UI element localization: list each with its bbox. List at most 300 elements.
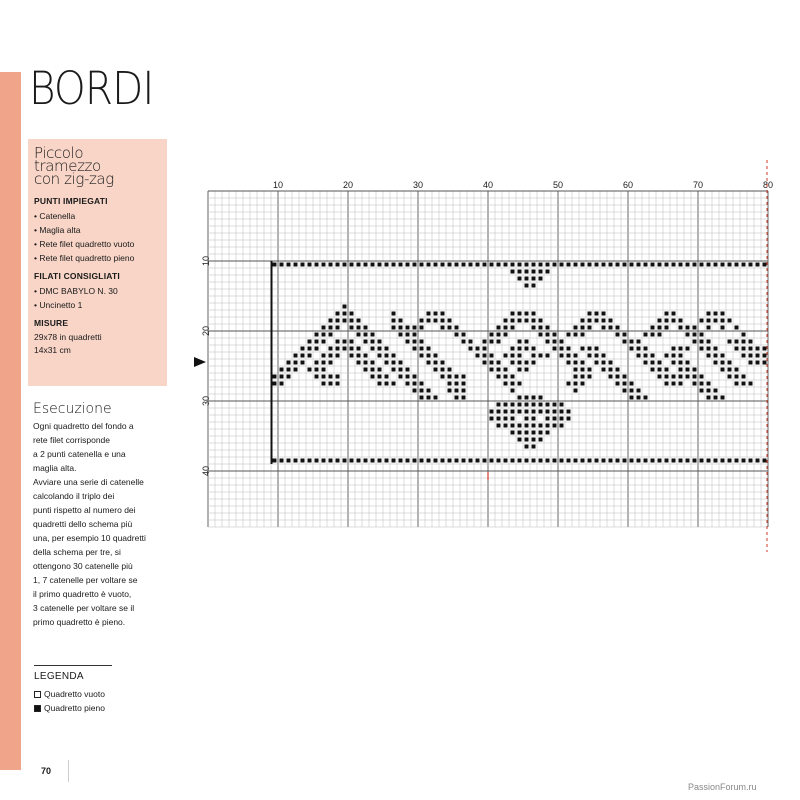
filled-square — [546, 424, 550, 428]
filled-square — [588, 459, 592, 463]
filled-square — [504, 459, 508, 463]
filled-square — [567, 333, 571, 337]
filled-square — [518, 277, 522, 281]
filled-square — [427, 319, 431, 323]
filled-square — [595, 263, 599, 267]
filled-square — [392, 368, 396, 372]
filled-square — [406, 263, 410, 267]
filled-square — [658, 361, 662, 365]
filled-square — [280, 382, 284, 386]
filled-square — [364, 333, 368, 337]
filled-square — [385, 382, 389, 386]
filled-square — [532, 424, 536, 428]
filled-square — [434, 459, 438, 463]
filled-square — [490, 333, 494, 337]
filled-square — [511, 263, 515, 267]
filled-square — [581, 368, 585, 372]
filled-square — [581, 333, 585, 337]
filled-square — [728, 361, 732, 365]
execution-line: primo quadretto è pieno. — [33, 617, 126, 627]
filled-square — [497, 375, 501, 379]
filled-square — [371, 375, 375, 379]
punti-item: • Maglia alta — [34, 225, 81, 235]
column-label: 40 — [482, 180, 494, 190]
filled-square — [511, 459, 515, 463]
filled-square — [539, 410, 543, 414]
filled-square — [518, 459, 522, 463]
filled-square — [686, 361, 690, 365]
filled-square — [448, 382, 452, 386]
filled-square — [742, 333, 746, 337]
filled-square — [742, 340, 746, 344]
filled-square — [525, 445, 529, 449]
filled-square — [728, 459, 732, 463]
filled-square — [686, 326, 690, 330]
filled-square — [707, 347, 711, 351]
filled-square — [735, 375, 739, 379]
filled-square — [728, 368, 732, 372]
filled-square — [357, 319, 361, 323]
filled-square — [399, 361, 403, 365]
filled-square — [630, 389, 634, 393]
filled-square — [378, 368, 382, 372]
filled-square — [637, 263, 641, 267]
filled-square — [378, 459, 382, 463]
filled-square — [560, 340, 564, 344]
filled-square — [539, 319, 543, 323]
filled-square — [294, 354, 298, 358]
filled-square — [532, 277, 536, 281]
filled-square — [658, 263, 662, 267]
filled-square — [490, 417, 494, 421]
filled-square — [511, 417, 515, 421]
filled-square — [665, 382, 669, 386]
row-label: 40 — [201, 466, 211, 477]
filled-square — [441, 326, 445, 330]
filled-square — [532, 270, 536, 274]
filled-square — [672, 375, 676, 379]
execution-line: 3 catenelle per voltare se il — [33, 603, 135, 613]
filled-square — [504, 368, 508, 372]
filled-square — [658, 319, 662, 323]
filled-square — [413, 375, 417, 379]
filled-square — [588, 263, 592, 267]
filled-square — [357, 354, 361, 358]
filled-square — [329, 375, 333, 379]
execution-line: Ogni quadretto del fondo a — [33, 421, 134, 431]
filled-square — [532, 403, 536, 407]
misure-value: 14x31 cm — [34, 345, 71, 355]
filled-square — [301, 354, 305, 358]
filled-square — [574, 354, 578, 358]
filled-square — [476, 263, 480, 267]
filled-square — [609, 319, 613, 323]
filled-square — [427, 354, 431, 358]
filled-square — [504, 382, 508, 386]
filled-square — [735, 459, 739, 463]
filled-square — [525, 417, 529, 421]
filled-square — [371, 361, 375, 365]
column-label: 60 — [622, 180, 634, 190]
filled-square — [518, 354, 522, 358]
filled-square — [679, 326, 683, 330]
filled-square — [539, 403, 543, 407]
filled-square — [553, 333, 557, 337]
column-label: 30 — [412, 180, 424, 190]
filled-square — [644, 396, 648, 400]
filled-square — [693, 326, 697, 330]
filati-item: • Uncinetto 1 — [34, 300, 83, 310]
filled-square — [756, 361, 760, 365]
filled-square — [623, 263, 627, 267]
filled-square — [476, 347, 480, 351]
column-label: 80 — [762, 180, 774, 190]
filled-square — [651, 263, 655, 267]
filled-square — [644, 459, 648, 463]
execution-line: il primo quadretto è vuoto, — [33, 589, 132, 599]
filled-square — [665, 263, 669, 267]
filled-square — [532, 396, 536, 400]
filled-square — [644, 347, 648, 351]
filled-square — [497, 361, 501, 365]
filled-square — [427, 389, 431, 393]
filled-square — [728, 319, 732, 323]
filled-square — [322, 326, 326, 330]
filled-square — [546, 417, 550, 421]
filled-square — [427, 347, 431, 351]
filled-square — [462, 375, 466, 379]
filled-square — [567, 361, 571, 365]
filled-square — [763, 361, 767, 365]
filled-square — [735, 340, 739, 344]
filled-square — [322, 382, 326, 386]
filled-square — [693, 333, 697, 337]
filled-square — [686, 333, 690, 337]
execution-line: Avviare una serie di catenelle — [33, 477, 144, 487]
filled-square — [322, 459, 326, 463]
filled-square — [588, 319, 592, 323]
filled-square — [511, 270, 515, 274]
filled-square — [420, 347, 424, 351]
punti-heading: PUNTI IMPIEGATI — [34, 196, 108, 206]
filled-square — [651, 354, 655, 358]
filled-square — [427, 263, 431, 267]
filled-square — [287, 459, 291, 463]
filled-square — [581, 361, 585, 365]
filled-square — [455, 389, 459, 393]
filled-square — [518, 424, 522, 428]
filled-square — [567, 382, 571, 386]
filled-square — [602, 459, 606, 463]
execution-line: della schema per tre, si — [33, 547, 121, 557]
misure-heading: MISURE — [34, 318, 69, 328]
filled-square — [469, 459, 473, 463]
filled-square — [553, 410, 557, 414]
execution-line: rete filet corrisponde — [33, 435, 111, 445]
filled-square — [525, 361, 529, 365]
filled-square — [497, 263, 501, 267]
filled-square — [455, 333, 459, 337]
filled-square — [371, 459, 375, 463]
filled-square — [343, 319, 347, 323]
filled-square — [609, 368, 613, 372]
filled-square — [280, 368, 284, 372]
filled-square — [742, 375, 746, 379]
filled-square — [441, 368, 445, 372]
filled-square — [560, 417, 564, 421]
filled-square — [455, 263, 459, 267]
filled-square — [546, 410, 550, 414]
filled-square — [574, 263, 578, 267]
filled-square — [385, 354, 389, 358]
filled-square — [350, 340, 354, 344]
punti-item: • Rete filet quadretto pieno — [34, 253, 135, 263]
filled-square — [364, 326, 368, 330]
filled-square — [315, 368, 319, 372]
filled-square — [413, 347, 417, 351]
filled-square — [672, 361, 676, 365]
filled-square — [511, 319, 515, 323]
legend-label: Quadretto vuoto — [44, 689, 105, 699]
filled-square — [357, 326, 361, 330]
filled-square — [343, 347, 347, 351]
filled-square — [525, 438, 529, 442]
filled-square — [707, 382, 711, 386]
filled-square — [497, 410, 501, 414]
filled-square — [511, 424, 515, 428]
filled-square — [686, 347, 690, 351]
filled-square — [518, 431, 522, 435]
filled-square — [518, 396, 522, 400]
filled-square — [588, 354, 592, 358]
filled-square — [707, 263, 711, 267]
filled-square — [721, 396, 725, 400]
filled-square — [721, 326, 725, 330]
filled-square — [567, 347, 571, 351]
filled-square — [623, 375, 627, 379]
execution-line: maglia alta. — [33, 463, 77, 473]
filled-square — [469, 340, 473, 344]
filled-square — [462, 263, 466, 267]
filled-square — [525, 431, 529, 435]
filled-square — [420, 389, 424, 393]
filled-square — [315, 375, 319, 379]
filled-square — [658, 375, 662, 379]
filled-square — [490, 354, 494, 358]
filled-square — [749, 340, 753, 344]
filled-square — [644, 333, 648, 337]
filled-square — [588, 347, 592, 351]
filled-square — [504, 410, 508, 414]
execution-line: calcolando il triplo dei — [33, 491, 115, 501]
filled-square — [364, 354, 368, 358]
filled-square — [413, 333, 417, 337]
filled-square — [756, 347, 760, 351]
filled-square — [385, 459, 389, 463]
misure-value: 29x78 in quadretti — [34, 332, 102, 342]
filled-square — [357, 361, 361, 365]
filled-square — [714, 354, 718, 358]
filled-square — [392, 263, 396, 267]
filled-square — [714, 319, 718, 323]
filled-square — [602, 368, 606, 372]
filled-square — [392, 326, 396, 330]
filled-square — [700, 389, 704, 393]
filled-square — [714, 263, 718, 267]
filled-square — [329, 459, 333, 463]
filled-square — [553, 424, 557, 428]
filled-square — [343, 263, 347, 267]
filled-square — [336, 347, 340, 351]
filled-square — [294, 368, 298, 372]
filled-square — [511, 403, 515, 407]
filled-square — [721, 319, 725, 323]
filled-square — [308, 263, 312, 267]
filled-square — [441, 361, 445, 365]
filled-square — [616, 382, 620, 386]
filled-square — [679, 361, 683, 365]
filled-square — [385, 361, 389, 365]
pattern-title-line: tramezzo — [34, 157, 101, 175]
filled-square — [630, 382, 634, 386]
filled-square — [546, 263, 550, 267]
column-label: 50 — [552, 180, 564, 190]
filled-square — [623, 459, 627, 463]
filled-square — [693, 340, 697, 344]
execution-title: Esecuzione — [33, 401, 112, 417]
filled-square — [553, 403, 557, 407]
filled-square — [448, 375, 452, 379]
filled-square — [567, 354, 571, 358]
filled-square — [700, 459, 704, 463]
filled-square — [525, 403, 529, 407]
filled-square — [301, 347, 305, 351]
filled-square — [434, 354, 438, 358]
filled-square — [350, 312, 354, 316]
filled-square — [483, 354, 487, 358]
filled-square — [511, 354, 515, 358]
filled-square — [329, 319, 333, 323]
filled-square — [420, 326, 424, 330]
filled-square — [532, 438, 536, 442]
filled-square — [476, 354, 480, 358]
filled-square — [357, 347, 361, 351]
filled-square — [595, 347, 599, 351]
filled-square — [756, 354, 760, 358]
filled-square — [329, 333, 333, 337]
filled-square — [371, 368, 375, 372]
filled-square — [679, 382, 683, 386]
filled-square — [455, 375, 459, 379]
filled-square — [672, 382, 676, 386]
filled-square — [742, 354, 746, 358]
filled-square — [546, 270, 550, 274]
filled-square — [532, 417, 536, 421]
filled-square — [413, 389, 417, 393]
filled-square — [406, 382, 410, 386]
filled-square — [616, 326, 620, 330]
filled-square — [511, 361, 515, 365]
filled-square — [287, 368, 291, 372]
filled-square — [574, 368, 578, 372]
filled-square — [448, 326, 452, 330]
filled-square — [518, 319, 522, 323]
filled-square — [280, 459, 284, 463]
filled-square — [490, 410, 494, 414]
filled-square — [588, 312, 592, 316]
filled-square — [714, 396, 718, 400]
filled-square — [749, 263, 753, 267]
filled-square — [315, 347, 319, 351]
filled-square — [693, 368, 697, 372]
filled-square — [504, 319, 508, 323]
filled-square — [658, 326, 662, 330]
filled-square — [497, 424, 501, 428]
filled-square — [336, 312, 340, 316]
filled-square — [700, 382, 704, 386]
filled-square — [357, 459, 361, 463]
filled-square — [616, 375, 620, 379]
page-divider — [68, 760, 69, 782]
filled-square — [588, 326, 592, 330]
filled-square — [616, 263, 620, 267]
filled-square — [728, 340, 732, 344]
filled-square — [686, 368, 690, 372]
filled-square — [553, 263, 557, 267]
filled-square — [455, 326, 459, 330]
filled-square — [427, 312, 431, 316]
filled-square — [378, 354, 382, 358]
punti-item: • Rete filet quadretto vuoto — [34, 239, 135, 249]
filled-square — [574, 382, 578, 386]
filled-square — [616, 459, 620, 463]
filled-square — [427, 361, 431, 365]
filled-square — [406, 333, 410, 337]
filled-square — [378, 375, 382, 379]
filled-square — [497, 368, 501, 372]
filled-square — [441, 263, 445, 267]
filled-square — [756, 263, 760, 267]
filled-square — [630, 459, 634, 463]
filled-square — [742, 382, 746, 386]
filled-square — [721, 361, 725, 365]
filled-square — [567, 417, 571, 421]
filled-square — [392, 361, 396, 365]
filled-square — [287, 263, 291, 267]
filled-square — [672, 347, 676, 351]
filled-square — [455, 459, 459, 463]
filled-square — [392, 382, 396, 386]
filled-square — [539, 396, 543, 400]
filled-square — [644, 263, 648, 267]
filled-square — [301, 459, 305, 463]
filled-square — [329, 263, 333, 267]
filled-square — [574, 326, 578, 330]
filled-square — [504, 333, 508, 337]
filled-square — [630, 263, 634, 267]
filled-square — [714, 389, 718, 393]
filled-square — [623, 340, 627, 344]
filled-square — [448, 263, 452, 267]
execution-line: 1, 7 catenelle per voltare se — [33, 575, 138, 585]
filled-square — [301, 263, 305, 267]
filled-square — [441, 312, 445, 316]
filled-square — [413, 459, 417, 463]
filled-square — [637, 340, 641, 344]
filled-square — [336, 319, 340, 323]
filled-square — [553, 347, 557, 351]
filled-square — [511, 389, 515, 393]
